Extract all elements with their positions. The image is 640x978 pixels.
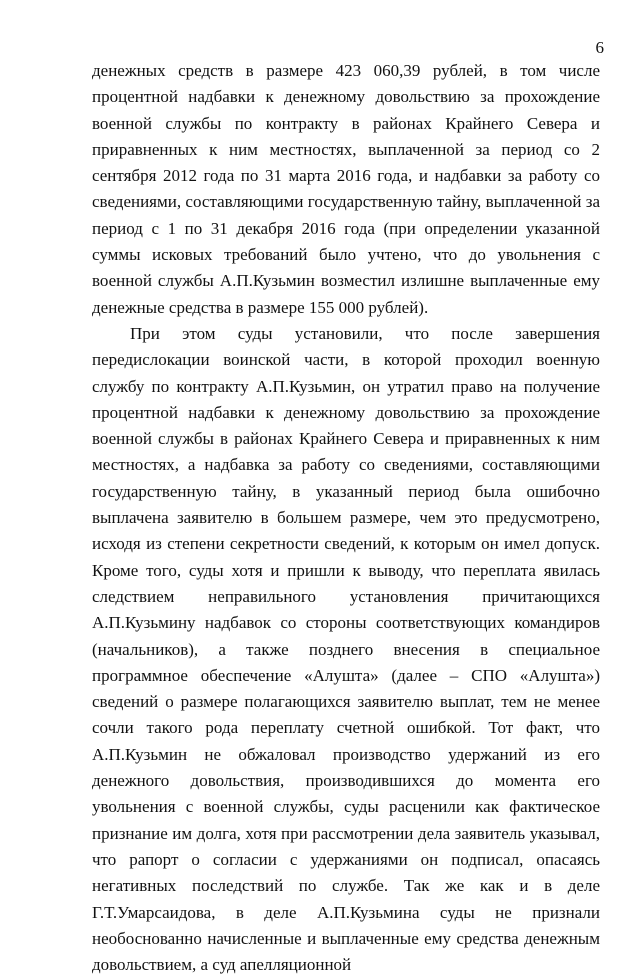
page-number: 6 [595,38,604,57]
document-body [92,58,600,978]
paragraph-continuation: денежных средств в размере 423 060,39 рублей, в том числе процентной надбавки к денежному довольствию за прохождение военной службы по контракту в районах Крайнего Севера и приравненных к ним местностях, выплаченной за период со 2 сентября 2012 года по 31 марта 2016 года, и надбавки за работу со сведениями, составляющими государственную тайну, выплаченной за период с 1 по 31 декабря 2016 года (при определении указанной суммы исковых требований было учтено, что до увольнения с военной службы А.П.Кузьмин возместил излишне выплаченные ему денежные средства в размере 155 000 рублей). [92,61,600,317]
paragraph-court-findings: При этом суды установили, что после завершения передислокации воинской части, в которой проходил военную службу по контракту А.П.Кузьмин, он утратил право на получение процентной надбавки к денежному довольствию за прохождение военной службы в районах Крайнего Севера и приравненных к ним местностях, а надбавка за работу со сведениями, составляющими государственную тайну, в указанный период была ошибочно выплачена заявителю в большем размере, чем это предусмотрено, исходя из степени секретности сведений, к которым он имел допуск. Кроме того, суды хотя и пришли к выводу, что переплата явилась следствием неправильного установления причитающихся А.П.Кузьмину надбавок со стороны соответствующих командиров (начальников), а также позднего внесения в специальное программное обеспечение «Алушта» (далее – СПО «Алушта») сведений о размере полагающихся заявителю выплат, тем не менее сочли такого рода переплату счетной ошибкой. Тот факт, что А.П.Кузьмин не обжаловал производство удержаний из его денежного довольствия, производившихся до момента его увольнения с военной службы, суды расценили как фактическое признание им долга, хотя при рассмотрении дела заявитель указывал, что рапорт о согласии с удержаниями он подписал, опасаясь негативных последствий по службе. Так же как и в деле Г.Т.Умарсаидова, в деле А.П.Кузьмина суды не признали необоснованно начисленные и выплаченные ему средства денежным довольствием, а суд апелляционной [92,323,600,975]
